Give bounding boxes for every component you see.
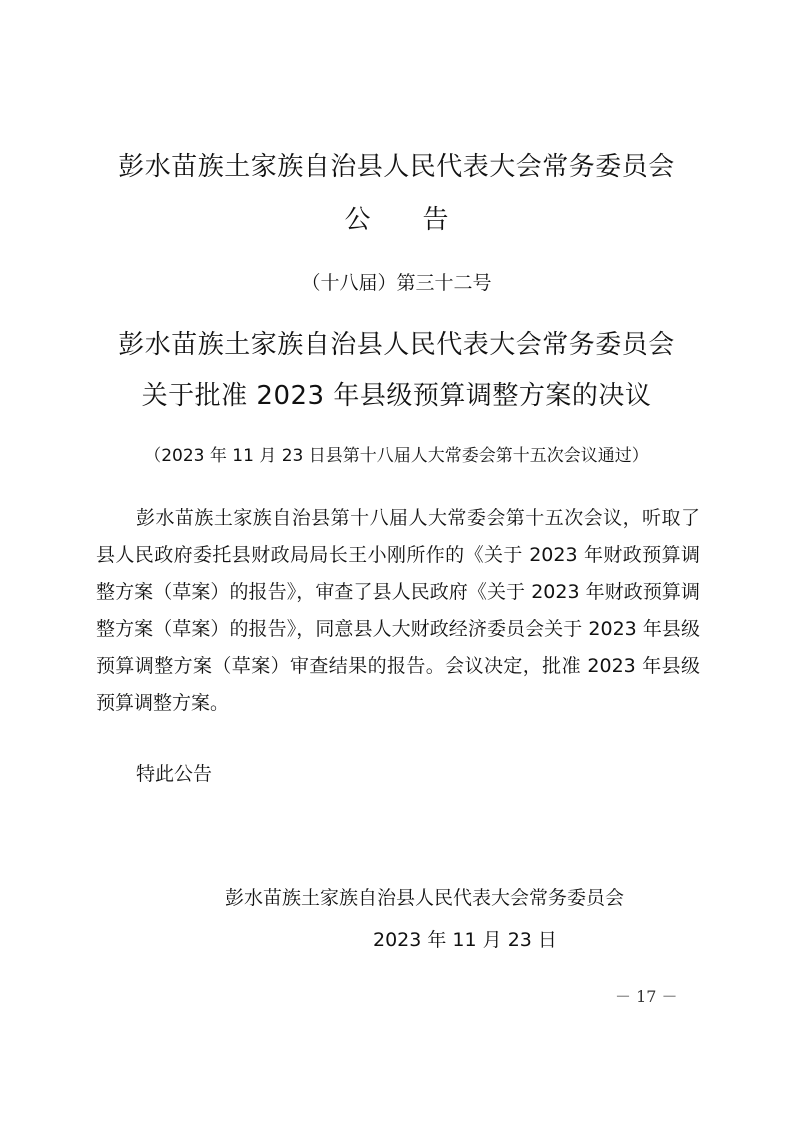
page-number: － 17 － xyxy=(615,987,678,1006)
body-paragraph: 彭水苗族土家族自治县第十八届人大常委会第十五次会议，听取了县人民政府委托县财政局局长王小刚所作的《关于 2023 年财政预算调整方案（草案）的报告》，审查了县人民政府《关于 2023 年财政预算调整方案（草案）的报告》，同意县人大财政经济委员会关于 2023 年县级预算调整方案（草案）审查结果的报告。会议决定，批准 2023 年县级预算调整方案。 xyxy=(96,507,700,714)
signature-date: 2023 年 11 月 23 日 xyxy=(373,929,557,951)
resolution-title-line1: 彭水苗族土家族自治县人民代表大会常务委员会 xyxy=(118,330,675,360)
signature-organization: 彭水苗族土家族自治县人民代表大会常务委员会 xyxy=(225,887,625,909)
resolution-title-line2: 关于批准 2023 年县级预算调整方案的决议 xyxy=(141,381,652,411)
doc-type-char-left: 公 xyxy=(344,205,371,235)
doc-type-char-right: 告 xyxy=(422,205,449,235)
closing-statement: 特此公告 xyxy=(136,763,213,785)
passed-note: （2023 年 11 月 23 日县第十八届人大常委会第十五次会议通过） xyxy=(144,446,649,466)
document-type-heading xyxy=(0,201,793,239)
body-text xyxy=(96,500,700,722)
org-title: 彭水苗族土家族自治县人民代表大会常务委员会 xyxy=(118,152,675,182)
issue-number: （十八届）第三十二号 xyxy=(301,272,492,294)
